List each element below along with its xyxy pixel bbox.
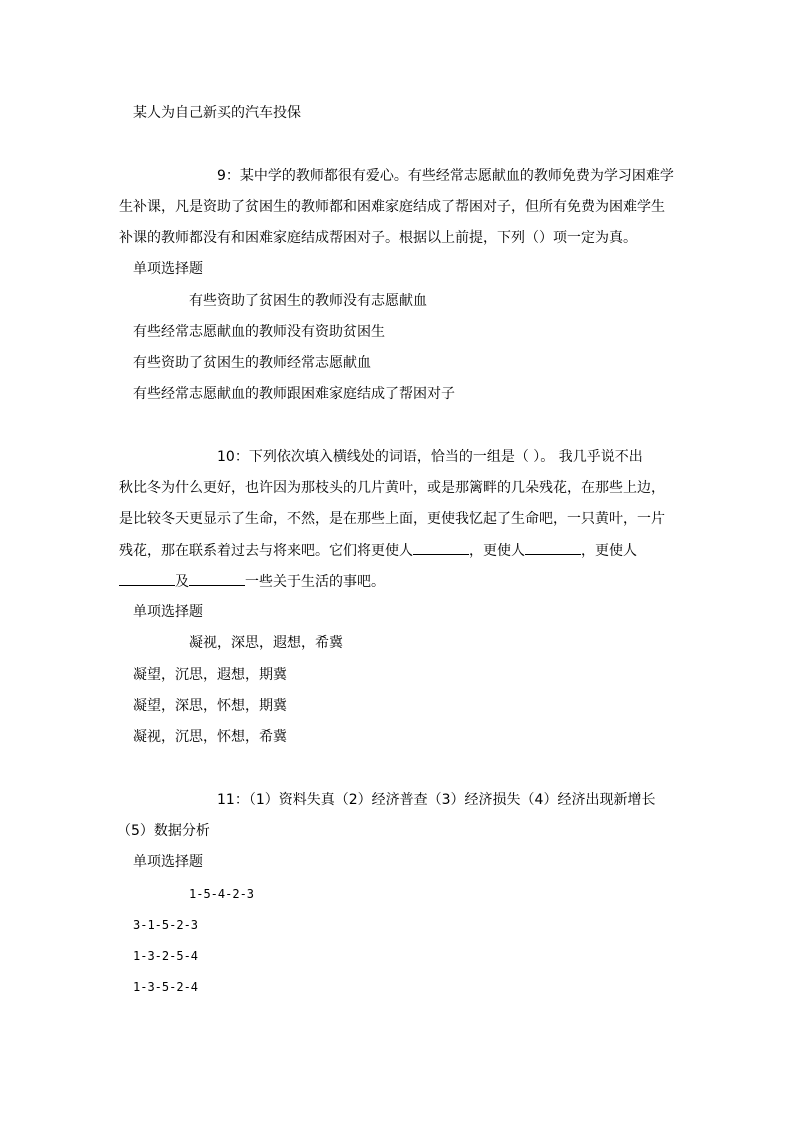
q10-stem-line-5 [119,571,385,592]
q10-stem-line-1: 10：下列依次填入横线处的词语，恰当的一组是（ ）。 我几乎说不出 [217,449,643,465]
q10-text-part: 及 [175,574,189,590]
q11-question-type: 单项选择题 [133,854,203,870]
q10-text-part: ，更使人 [581,543,637,559]
q10-stem-line-3: 是比较冬天更显示了生命，不然，是在那些上面，更使我忆起了生命吧，一只黄叶，一片 [119,511,665,527]
q9-option-b[interactable]: 有些经常志愿献血的教师没有资助贫困生 [133,324,385,340]
fill-blank-4 [189,571,245,586]
q9-stem-line-2: 生补课，凡是资助了贫困生的教师都和困难家庭结成了帮困对子，但所有免费为困难学生 [119,199,665,215]
q10-option-b[interactable]: 凝望，沉思，遐想，期冀 [133,667,287,683]
prev-question-option: 某人为自己新买的汽车投保 [133,105,301,121]
q11-option-a[interactable]: 1-5-4-2-3 [189,887,255,901]
q9-question-type: 单项选择题 [133,261,203,277]
fill-blank-3 [119,571,175,586]
q10-option-a[interactable]: 凝视，深思，遐想，希冀 [189,635,343,651]
q11-option-d[interactable]: 1-3-5-2-4 [133,980,199,994]
q10-option-d[interactable]: 凝视，沉思，怀想，希冀 [133,729,287,745]
q10-text-part: ，更使人 [469,543,525,559]
q11-option-c[interactable]: 1-3-2-5-4 [133,949,199,963]
q9-option-c[interactable]: 有些资助了贫困生的教师经常志愿献血 [133,355,371,371]
q9-stem-line-3: 补课的教师都没有和困难家庭结成帮困对子。根据以上前提，下列（）项一定为真。 [119,230,637,246]
q9-option-a[interactable]: 有些资助了贫困生的教师没有志愿献血 [189,293,427,309]
fill-blank-2 [525,540,581,555]
q10-stem-line-4 [119,540,637,561]
q11-stem-line-1: 11：（1）资料失真（2）经济普查（3）经济损失（4）经济出现新增长 [217,792,656,808]
q9-stem-line-1: 9：某中学的教师都很有爱心。有些经常志愿献血的教师免费为学习困难学 [217,168,674,184]
fill-blank-1 [413,540,469,555]
q10-text-part: 残花，那在联系着过去与将来吧。它们将更使人 [119,543,413,559]
q10-text-part: 一些关于生活的事吧。 [245,574,385,590]
q10-stem-line-2: 秋比冬为什么更好，也许因为那枝头的几片黄叶，或是那篱畔的几朵残花，在那些上边， [119,480,665,496]
q9-option-d[interactable]: 有些经常志愿献血的教师跟困难家庭结成了帮困对子 [133,386,455,402]
q10-question-type: 单项选择题 [133,604,203,620]
q11-option-b[interactable]: 3-1-5-2-3 [133,918,199,932]
q11-stem-line-2: （5）数据分析 [117,823,210,839]
q10-option-c[interactable]: 凝望，深思，怀想，期冀 [133,698,287,714]
